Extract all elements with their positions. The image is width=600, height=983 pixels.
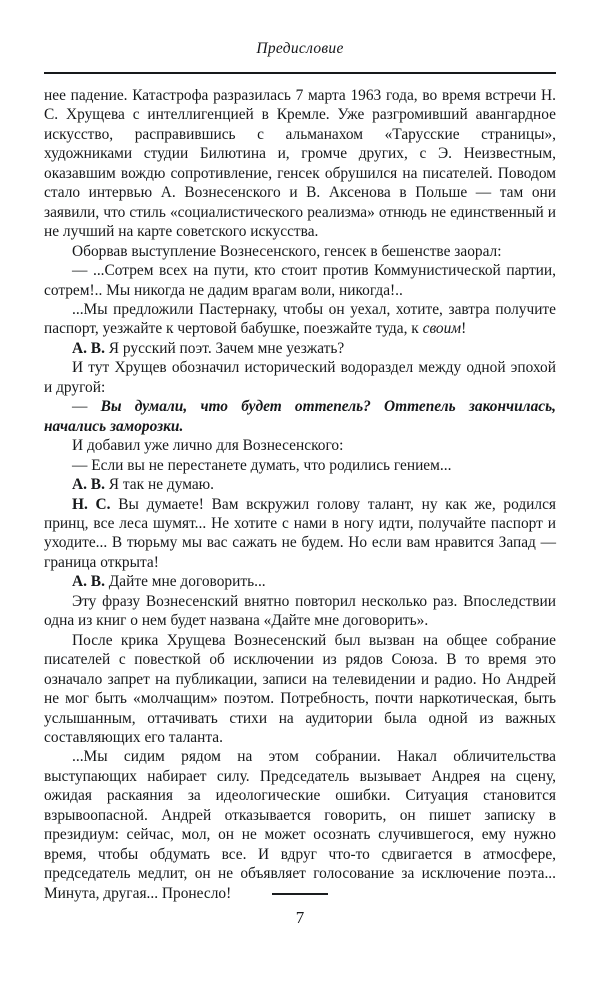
paragraph: ...Мы предложили Пастернаку, чтобы он уехал, хотите, завтра получите паспорт, уезжайте к чертовой бабушке, поезжайте туда, к своим!	[44, 300, 556, 338]
speaker-label: А. В.	[72, 339, 105, 357]
speaker-label: Н. С.	[72, 495, 111, 513]
emphasis-text: своим	[422, 320, 462, 338]
paragraph: — Вы думали, что будет оттепель? Оттепель закончилась, начались заморозки.	[44, 398, 556, 435]
paragraph: После крика Хрущева Вознесенский был вызван на общее собрание писателей с повесткой об исключении из рядов Союза. В то время это означало запрет на публикации, записи на телевидении и радио. Но Андрей не мог быть «молчащим» поэтом. Потребность, почти наркотическая, быть услышанным, оттачивать стихи на аудитории была одной из важных составляющих его таланта.	[44, 631, 556, 746]
header-rule	[44, 72, 556, 74]
footer-rule	[272, 893, 328, 895]
emphasis-text: Вы думали, что будет оттепель? Оттепель закончилась, начались заморозки.	[44, 398, 556, 435]
body-text-block	[44, 86, 556, 903]
paragraph: И добавил уже лично для Вознесенского:	[72, 437, 344, 455]
paragraph: Эту фразу Вознесенский внятно повторил несколько раз. Впоследствии одна из книг о нем будет названа «Дайте мне договорить».	[44, 592, 556, 630]
paragraph: — Если вы не перестанете думать, что родились гением...	[72, 456, 452, 474]
page-number: 7	[295, 908, 305, 927]
paragraph: Оборвав выступление Вознесенского, генсек в бешенстве заорал:	[72, 242, 502, 260]
running-header: Предисловие	[256, 40, 344, 57]
paragraph: — ...Сотрем всех на пути, кто стоит против Коммунистической партии, сотрем!.. Мы никогда не дадим врагам воли, никогда!..	[44, 262, 556, 299]
paragraph: Н. С. Вы думаете! Вам вскружил голову талант, ну как же, родился принц, все леса шумят... Не хотите с нами в ногу идти, получайте паспорт и уходите... В тюрьму мы вас сажать не будем. Но если вам нравится Запад — граница открыта!	[44, 495, 556, 571]
paragraph: А. В. Дайте мне договорить...	[72, 573, 266, 591]
paragraph: нее падение. Катастрофа разразилась 7 марта 1963 года, во время встречи Н. С. Хрущева с интеллигенцией в Кремле. Уже разгромивший авангардное искусство, расправившись с альманахом «Тарусские страницы», художниками студии Билютина и, громче других, с Э. Неизвестным, оказавшим вождю сопротивление, генсек обрушился на писателей. Поводом стало интервью А. Вознесенского и В. Аксенова в Польше — там они заявили, что стиль «социалистического реализма» отнюдь не единственный и не лучший на карте советского искусства.	[44, 87, 556, 241]
speaker-label: А. В.	[72, 476, 105, 494]
paragraph: А. В. Я так не думаю.	[72, 476, 215, 494]
paragraph: И тут Хрущев обозначил исторический водораздел между одной эпохой и другой:	[44, 359, 556, 396]
paragraph: А. В. Я русский поэт. Зачем мне уезжать?	[72, 339, 345, 357]
speaker-label: А. В.	[72, 573, 105, 591]
paragraph: ...Мы сидим рядом на этом собрании. Накал обличительства выступающих набирает силу. Председатель вызывает Андрея на сцену, ожидая раскаяния за идеологические ошибки. Ситуация становится взрывоопасной. Андрей отказывается говорить, он пишет записку в президиум: сейчас, мол, он не может осознать случившегося, ему нужно время, чтобы обдумать все. И вдруг что-то сдвигается в атмосфере, председатель медлит, он не объявляет голосование за исключение поэта... Минута, другая... Пронесло!	[44, 748, 556, 902]
